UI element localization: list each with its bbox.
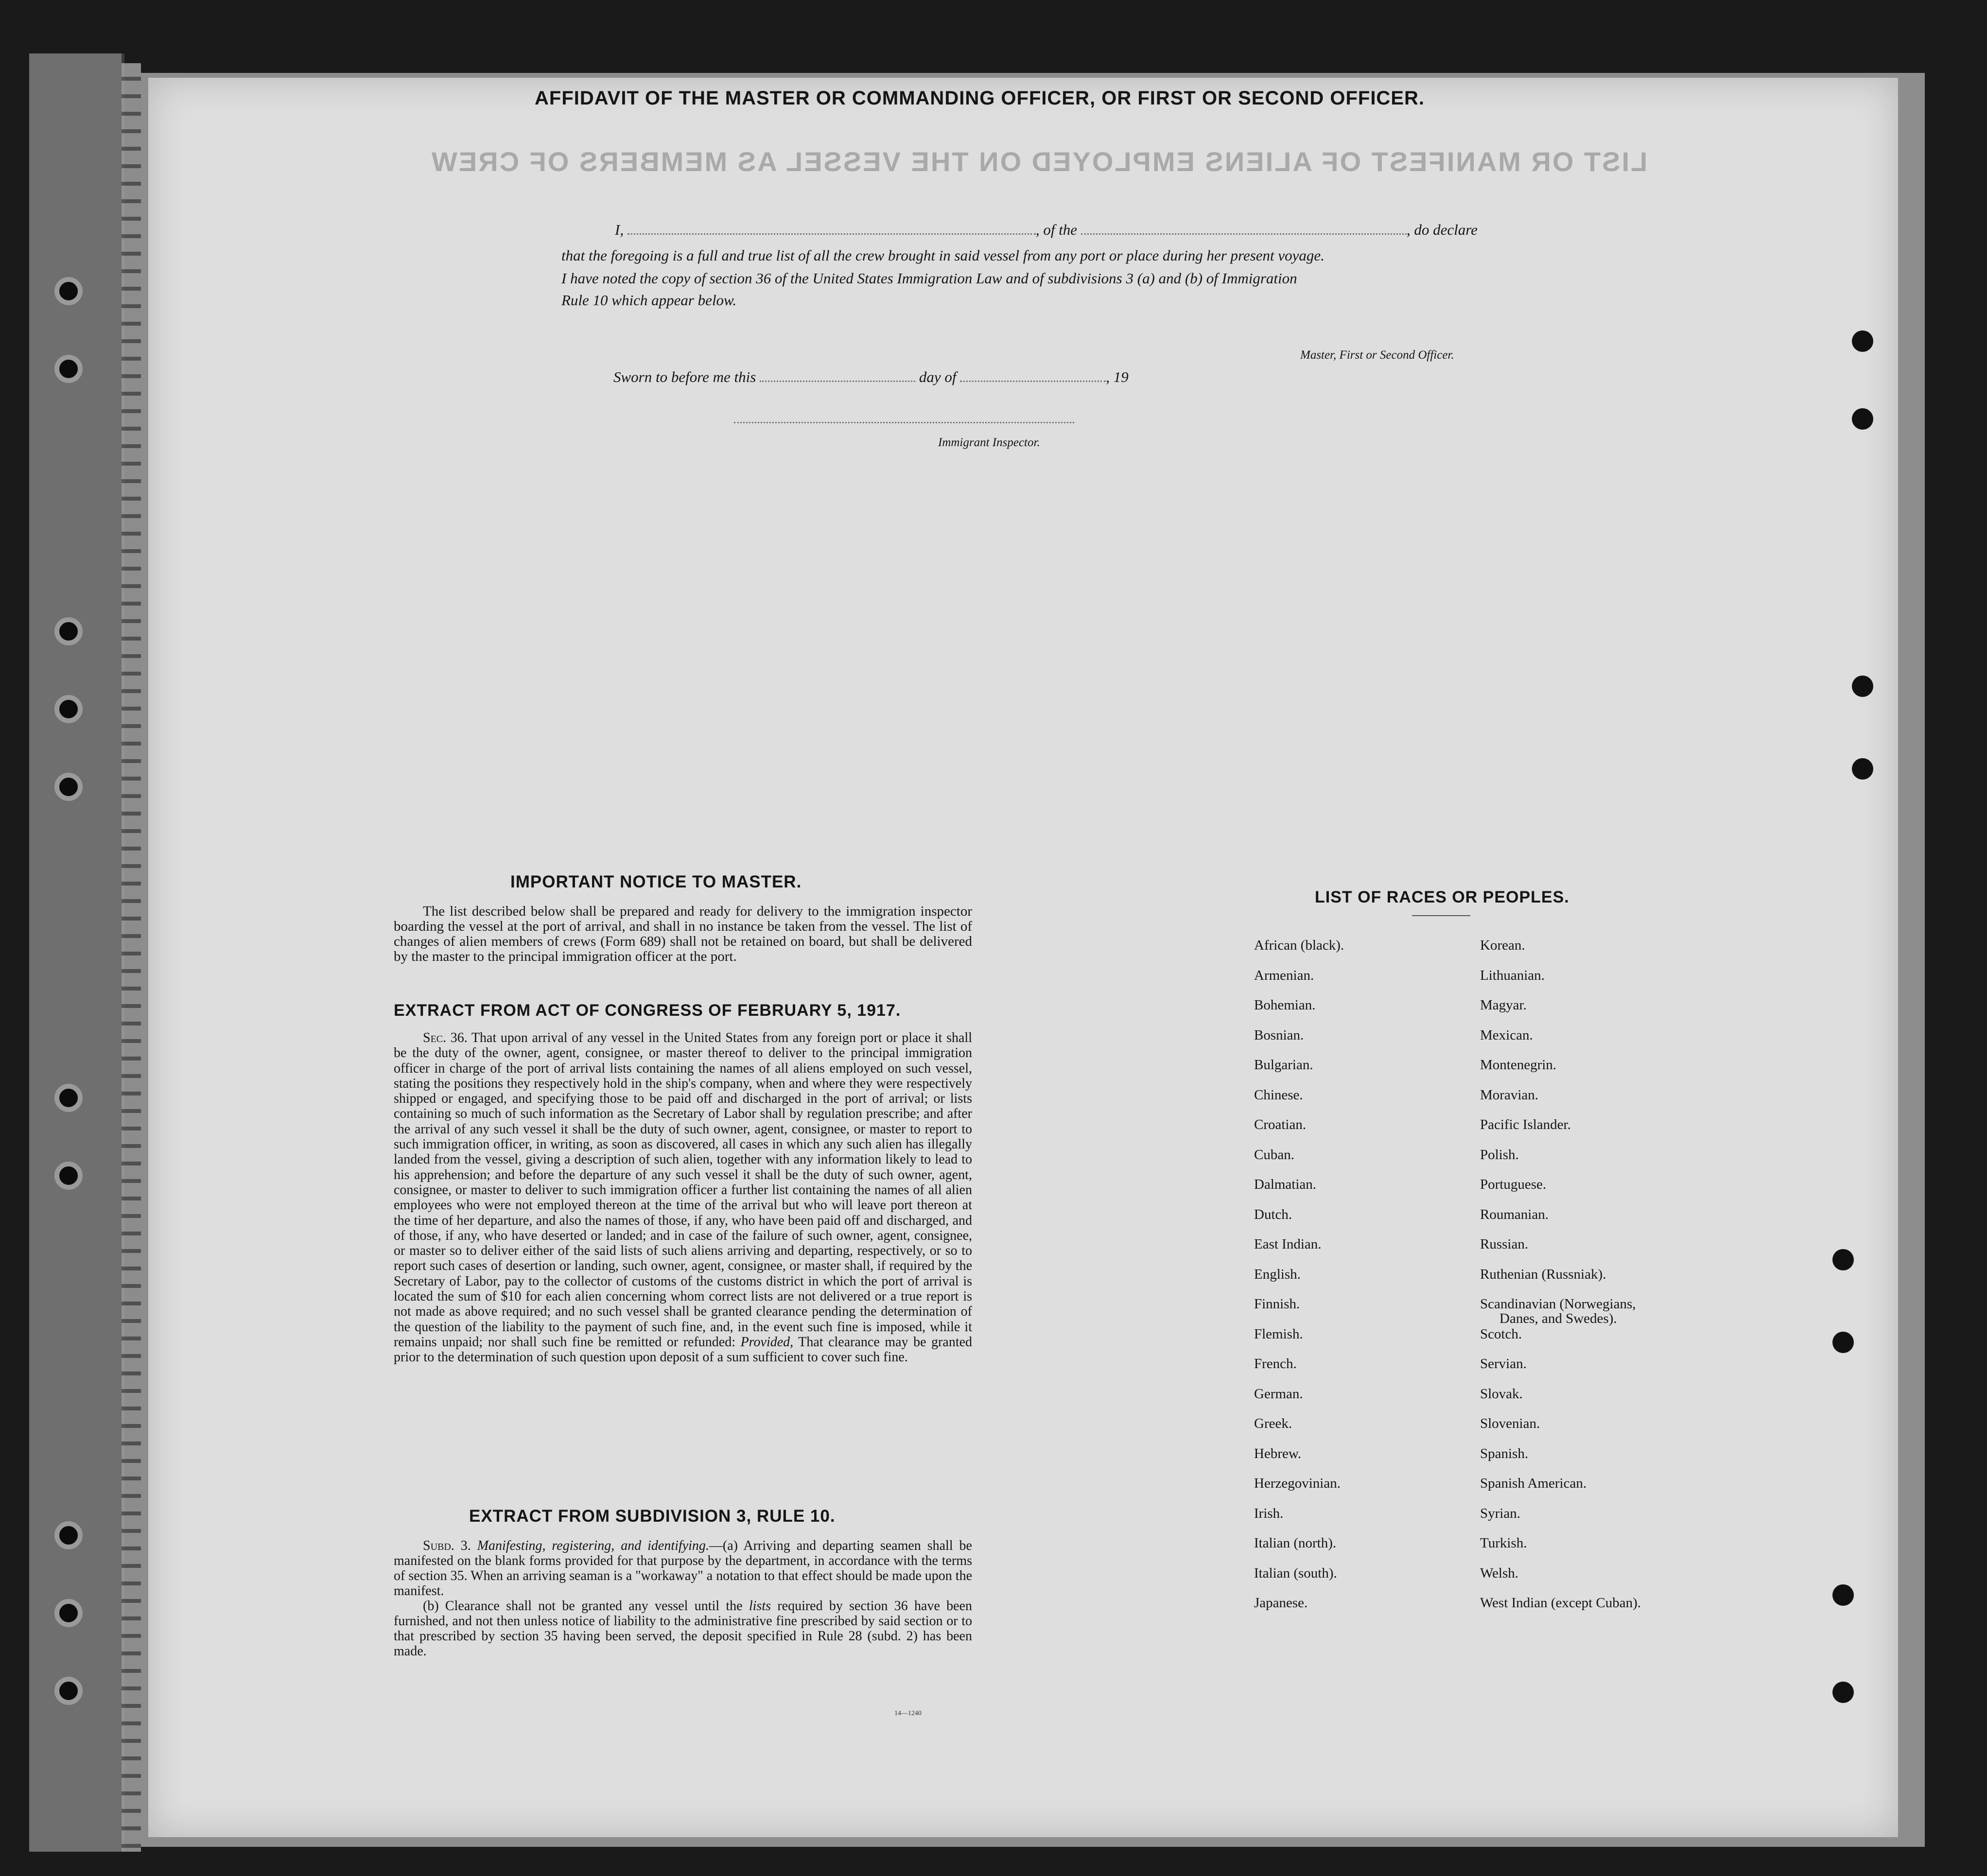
race-item: Dutch. (1254, 1206, 1292, 1222)
binding-strip (122, 63, 141, 1852)
affidavit-i: I, (615, 221, 624, 238)
punch-hole (1852, 330, 1873, 352)
race-item: Finnish. (1254, 1296, 1300, 1312)
para-b-start: (b) Clearance shall not be granted any vessel until the (423, 1598, 743, 1614)
binder-spine (29, 53, 124, 1852)
race-item: Bosnian. (1254, 1027, 1304, 1043)
race-item: Herzegovinian. (1254, 1476, 1341, 1491)
lists-word: lists (749, 1598, 771, 1614)
punch-hole (1852, 676, 1873, 697)
section-label: Sec. 36. (423, 1030, 468, 1045)
act-title: EXTRACT FROM ACT OF CONGRESS OF FEBRUARY 5, 1917. (394, 1001, 901, 1020)
race-item: French. (1254, 1356, 1297, 1372)
race-item: Cuban. (1254, 1146, 1294, 1163)
vessel-blank (1081, 233, 1407, 235)
binder-hole (54, 695, 83, 723)
race-item: Roumanian. (1480, 1206, 1549, 1222)
race-item: Servian. (1480, 1356, 1527, 1372)
subdivision-para-a (394, 1538, 972, 1598)
race-item: Scotch. (1480, 1326, 1522, 1342)
race-item: Ruthenian (Russniak). (1480, 1266, 1606, 1282)
binder-hole (54, 773, 83, 801)
race-item: East Indian. (1254, 1236, 1322, 1252)
month-blank (960, 381, 1106, 382)
race-item: Welsh. (1480, 1565, 1519, 1581)
subdivision-title: EXTRACT FROM SUBDIVISION 3, RULE 10. (469, 1507, 836, 1526)
race-item: Greek. (1254, 1416, 1292, 1431)
affidavit-declaration-line (615, 221, 1478, 239)
race-item: Slovak. (1480, 1386, 1523, 1402)
act-text: That upon arrival of any vessel in the United States from any foreign port or place it shall be the duty of the owner, agent, consignee, or master thereof to deliver to the principal immigration officer in charge of the port of arrival lists containing the names of all aliens employed on such vessel, stating the positions they respectively hold in the ship's company, when and where they were respectively shipped or engaged, and specifying those to be paid off and discharged in the port of arrival; or lists containing so much of such information as the Secretary of Labor shall by regulation prescribe; and after the arrival of any such vessel it shall be the duty of such owner, agent, consignee, or master to report to such immigration officer, in writing, as soon as discovered, all cases in which any such alien has illegally landed from the vessel, giving a description of such alien, together with any information likely to lead to his apprehension; and before the departure of any such vessel it shall be the duty of such owner, agent, consignee, or master to deliver to such immigration officer a further list containing the names of all alien employees who were not employed thereon at the time of the arrival but who will leave port thereon at the time of her departure, and also the names of those, if any, who have been paid off and discharged, and of those, if any, who have deserted or landed; and in case of the failure of such owner, agent, consignee, or master so to deliver either of the said lists of such aliens arriving and departing, respectively, or so to report such cases of desertion or landing, such owner, agent, consignee, or master shall, if required by the Secretary of Labor, pay to the collector of customs of the customs district in which the port of arrival is located the sum of $10 for each alien concerning whom correct lists are not delivered or a true report is not made as above required; and no such vessel shall be granted clearance pending the determination of the question of the liability to the payment of such fine, and, in the event such fine is imposed, while it remains unpaid; nor shall such fine be remitted or refunded: (394, 1030, 972, 1350)
affidavit-line-3: I have noted the copy of section 36 of the United States Immigration Law and of subdivisions 3 (a) and (b) of Immigration (561, 270, 1297, 287)
race-item: Japanese. (1254, 1595, 1308, 1611)
affidavit-line-4: Rule 10 which appear below. (561, 292, 737, 309)
races-right-column (1480, 938, 1641, 1626)
race-item: Bohemian. (1254, 997, 1316, 1013)
race-item: Syrian. (1480, 1505, 1520, 1521)
race-item: Dalmatian. (1254, 1177, 1317, 1192)
race-item: Turkish. (1480, 1535, 1527, 1551)
subdivision-para-b (394, 1598, 972, 1659)
provided-word: Provided, (740, 1334, 794, 1350)
race-item: Slovenian. (1480, 1416, 1540, 1431)
act-text-end: That clearance may be granted prior to the determination of such question upon deposit of a sum sufficient to cover such fine. (394, 1334, 973, 1365)
para-a-text: —(a) Arriving and departing seamen shall be manifested on the blank forms provided for that purpose by the department, in accordance with the terms of section 35. When an arriving seaman is a "workaway" a notation to that effect should be made upon the manifest. (394, 1538, 972, 1598)
punch-hole (1832, 1332, 1854, 1353)
binder-hole (54, 1521, 83, 1549)
affidavit-of-the: , of the (1035, 221, 1078, 238)
binder-hole (54, 355, 83, 383)
race-item: Spanish. (1480, 1445, 1529, 1461)
race-item: Lithuanian. (1480, 967, 1545, 983)
races-title-rule (1412, 915, 1470, 916)
race-item: Polish. (1480, 1146, 1519, 1163)
binder-hole (54, 1599, 83, 1627)
notice-body: The list described below shall be prepared and ready for delivery to the immigration inspector boarding the vessel at the port of arrival, and shall in no instance be taken from the vessel. The list of changes of alien members of crews (Form 689) shall not be retained on board, but shall be delivered by the master to the principal immigration officer at the port. (394, 903, 972, 964)
race-item: Pacific Islander. (1480, 1117, 1571, 1132)
form-number: 14—1240 (894, 1710, 922, 1717)
punch-hole (1832, 1584, 1854, 1606)
name-blank (627, 233, 1036, 235)
race-item: Italian (north). (1254, 1535, 1337, 1551)
subdivision-body (394, 1538, 972, 1659)
race-item: Croatian. (1254, 1117, 1307, 1132)
races-title: LIST OF RACES OR PEOPLES. (1315, 888, 1569, 906)
para-b-end: required by section 36 have been furnished, and not then unless notice of liability to the administrative fine prescribed by said section or to that prescribed by section 35 having been served, the deposit specified in Rule 28 (subd. 2) has been made. (394, 1598, 973, 1659)
punch-hole (1832, 1249, 1854, 1270)
race-item: English. (1254, 1266, 1301, 1282)
affidavit-line-2: that the foregoing is a full and true list of all the crew brought in said vessel from any port or place during her present voyage. (561, 247, 1325, 264)
act-body (394, 1030, 972, 1365)
binder-hole (54, 1162, 83, 1190)
binder-hole (54, 1677, 83, 1705)
affidavit-title: AFFIDAVIT OF THE MASTER OR COMMANDING OFFICER, OR FIRST OR SECOND OFFICER. (535, 87, 1425, 109)
binder-hole (54, 617, 83, 645)
day-blank (760, 381, 915, 382)
race-item-continued: Danes, and Swedes). (1499, 1311, 1617, 1326)
notice-title: IMPORTANT NOTICE TO MASTER. (510, 872, 802, 891)
races-left-column (1254, 938, 1344, 1626)
race-item: Montenegrin. (1480, 1057, 1557, 1073)
race-item: Korean. (1480, 938, 1525, 953)
binder-hole (54, 1084, 83, 1112)
inspector-signature-line (734, 422, 1074, 423)
sworn-line (613, 368, 1129, 386)
punch-hole (1832, 1682, 1854, 1703)
binder-hole (54, 277, 83, 305)
subd-label: Subd. 3. (423, 1538, 471, 1553)
race-item: Chinese. (1254, 1087, 1303, 1103)
year-text: , 19 (1106, 368, 1129, 385)
sworn-text: Sworn to before me this (613, 368, 756, 385)
punch-hole (1852, 758, 1873, 780)
day-of-text: day of (919, 368, 957, 385)
race-item: Bulgarian. (1254, 1057, 1313, 1073)
race-item: Moravian. (1480, 1087, 1538, 1103)
race-item: Irish. (1254, 1505, 1284, 1521)
race-item: Flemish. (1254, 1326, 1303, 1342)
race-item: Armenian. (1254, 967, 1314, 983)
race-item: Scandinavian (Norwegians, (1480, 1296, 1636, 1312)
bleed-through-title: LIST OR MANIFEST OF ALIENS EMPLOYED ON THE VESSEL AS MEMBERS OF CREW (430, 146, 1648, 177)
race-item: German. (1254, 1386, 1303, 1402)
race-item: Magyar. (1480, 997, 1527, 1013)
race-item: African (black). (1254, 938, 1344, 953)
affidavit-do-declare: , do declare (1406, 221, 1478, 238)
race-item: Portuguese. (1480, 1177, 1547, 1192)
race-item: Italian (south). (1254, 1565, 1337, 1581)
race-item: Russian. (1480, 1236, 1529, 1252)
inspector-label: Immigrant Inspector. (938, 436, 1040, 449)
punch-hole (1852, 408, 1873, 430)
race-item: West Indian (except Cuban). (1480, 1595, 1641, 1611)
race-item: Mexican. (1480, 1027, 1533, 1043)
race-item: Hebrew. (1254, 1445, 1302, 1461)
subd-heading: Manifesting, registering, and identifying. (477, 1538, 709, 1553)
master-signature-label: Master, First or Second Officer. (1300, 348, 1454, 362)
race-item: Spanish American. (1480, 1476, 1587, 1491)
